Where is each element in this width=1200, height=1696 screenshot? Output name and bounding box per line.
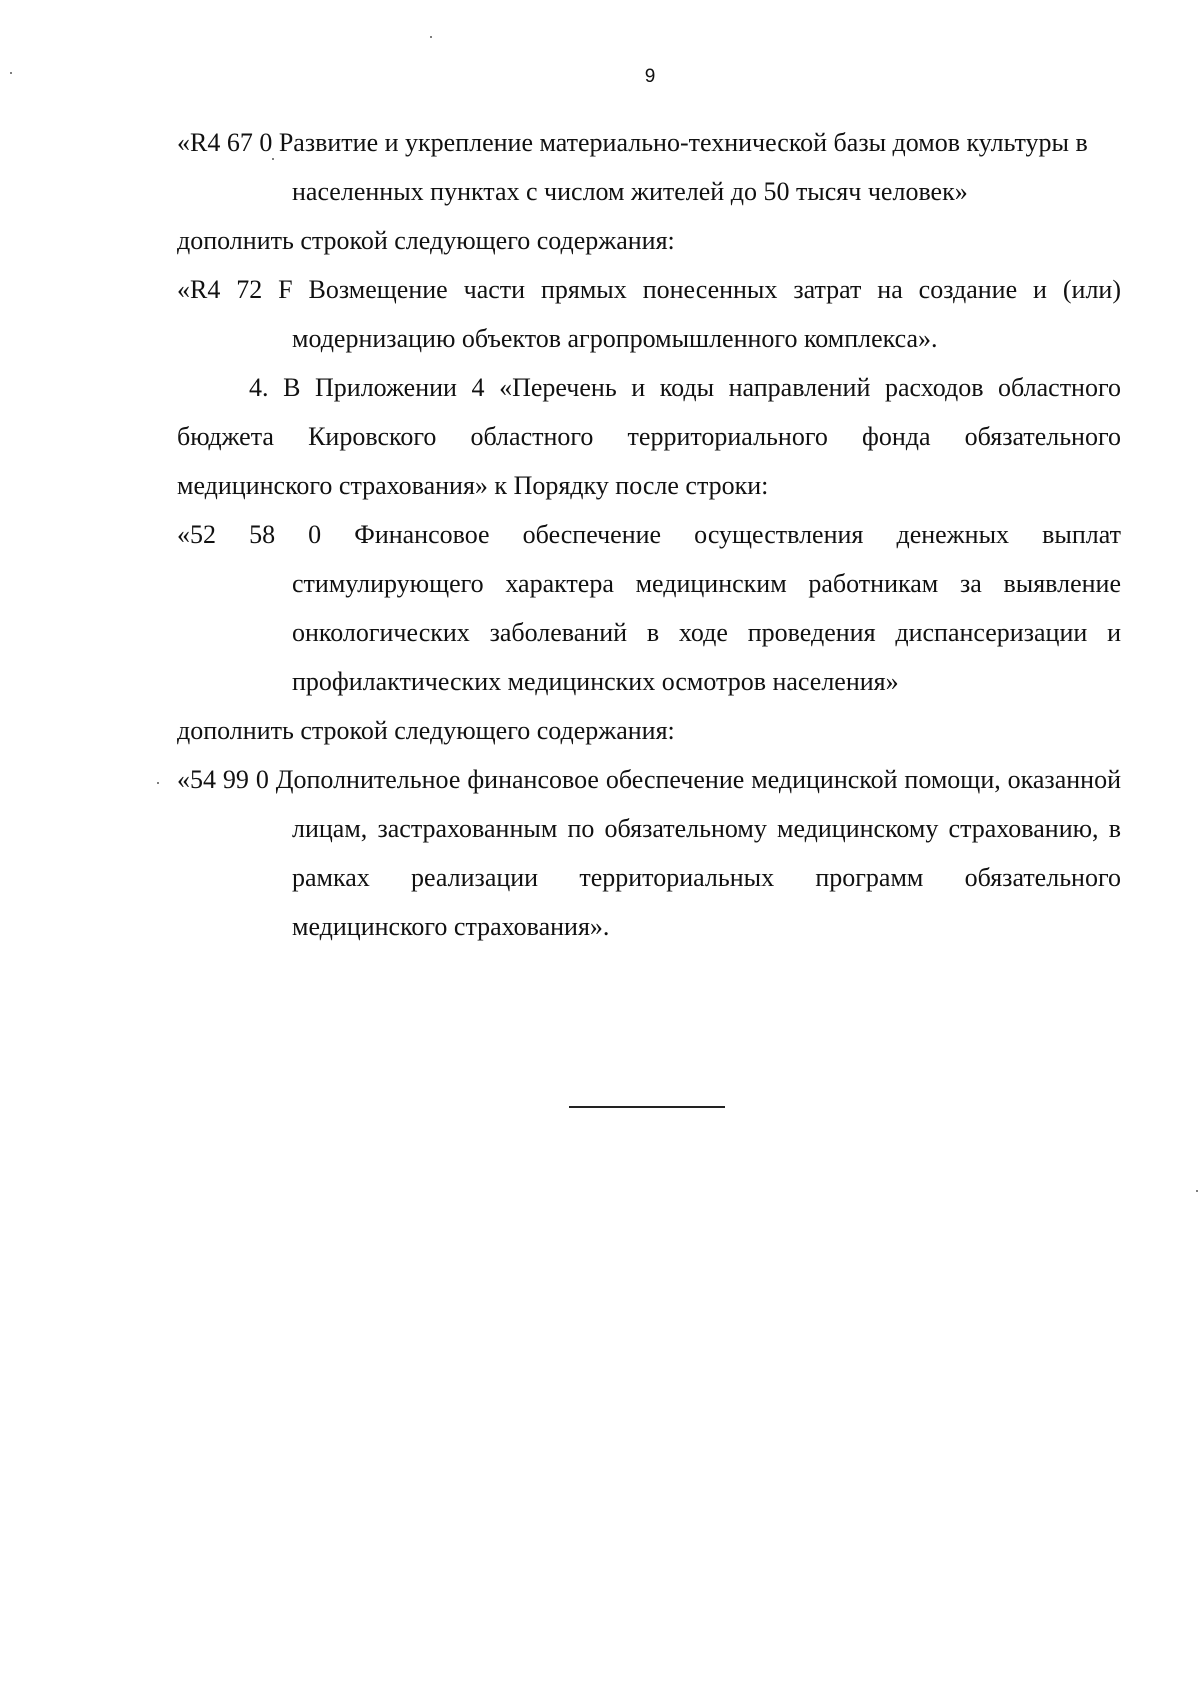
- code-entry-52-58-0: «52 58 0 Финансовое обеспечение осуществления денежных выплат стимулирующего характера медицинским работникам за выявление онкологических заболеваний в ходе проведения диспансеризации и профилактических медицинских осмотров населения»: [177, 520, 1121, 696]
- page-number: 9: [644, 66, 656, 87]
- code-entry-r4-67-0: «R4 67 0 Развитие и укрепление материально-технической базы домов культуры в населенных пунктах с числом жителей до 50 тысяч человек»: [177, 128, 1088, 206]
- closing-rule: [569, 1106, 725, 1108]
- scan-speck: [430, 36, 432, 38]
- scan-speck: [10, 72, 12, 74]
- scan-speck: [157, 782, 159, 784]
- amendment-paragraph: 4. В Приложении 4 «Перечень и коды направлений расходов областного бюджета Кировского областного территориального фонда обязательного медицинского страхования» к Порядку после строки:: [177, 373, 1121, 500]
- code-entry-r4-72-f: «R4 72 F Возмещение части прямых понесенных затрат на создание и (или) модернизацию объектов агропромышленного комплекса».: [177, 275, 1121, 353]
- instruction-line: дополнить строкой следующего содержания:: [177, 716, 675, 745]
- scan-speck: [1196, 1190, 1198, 1192]
- instruction-line: дополнить строкой следующего содержания:: [177, 226, 675, 255]
- code-entry-54-99-0: «54 99 0 Дополнительное финансовое обеспечение медицинской помощи, оказанной лицам, застрахованным по обязательному медицинскому страхованию, в рамках реализации территориальных программ обязательного медицинского страхования».: [177, 765, 1121, 941]
- document-body: [177, 118, 1121, 951]
- scan-speck: [272, 158, 274, 160]
